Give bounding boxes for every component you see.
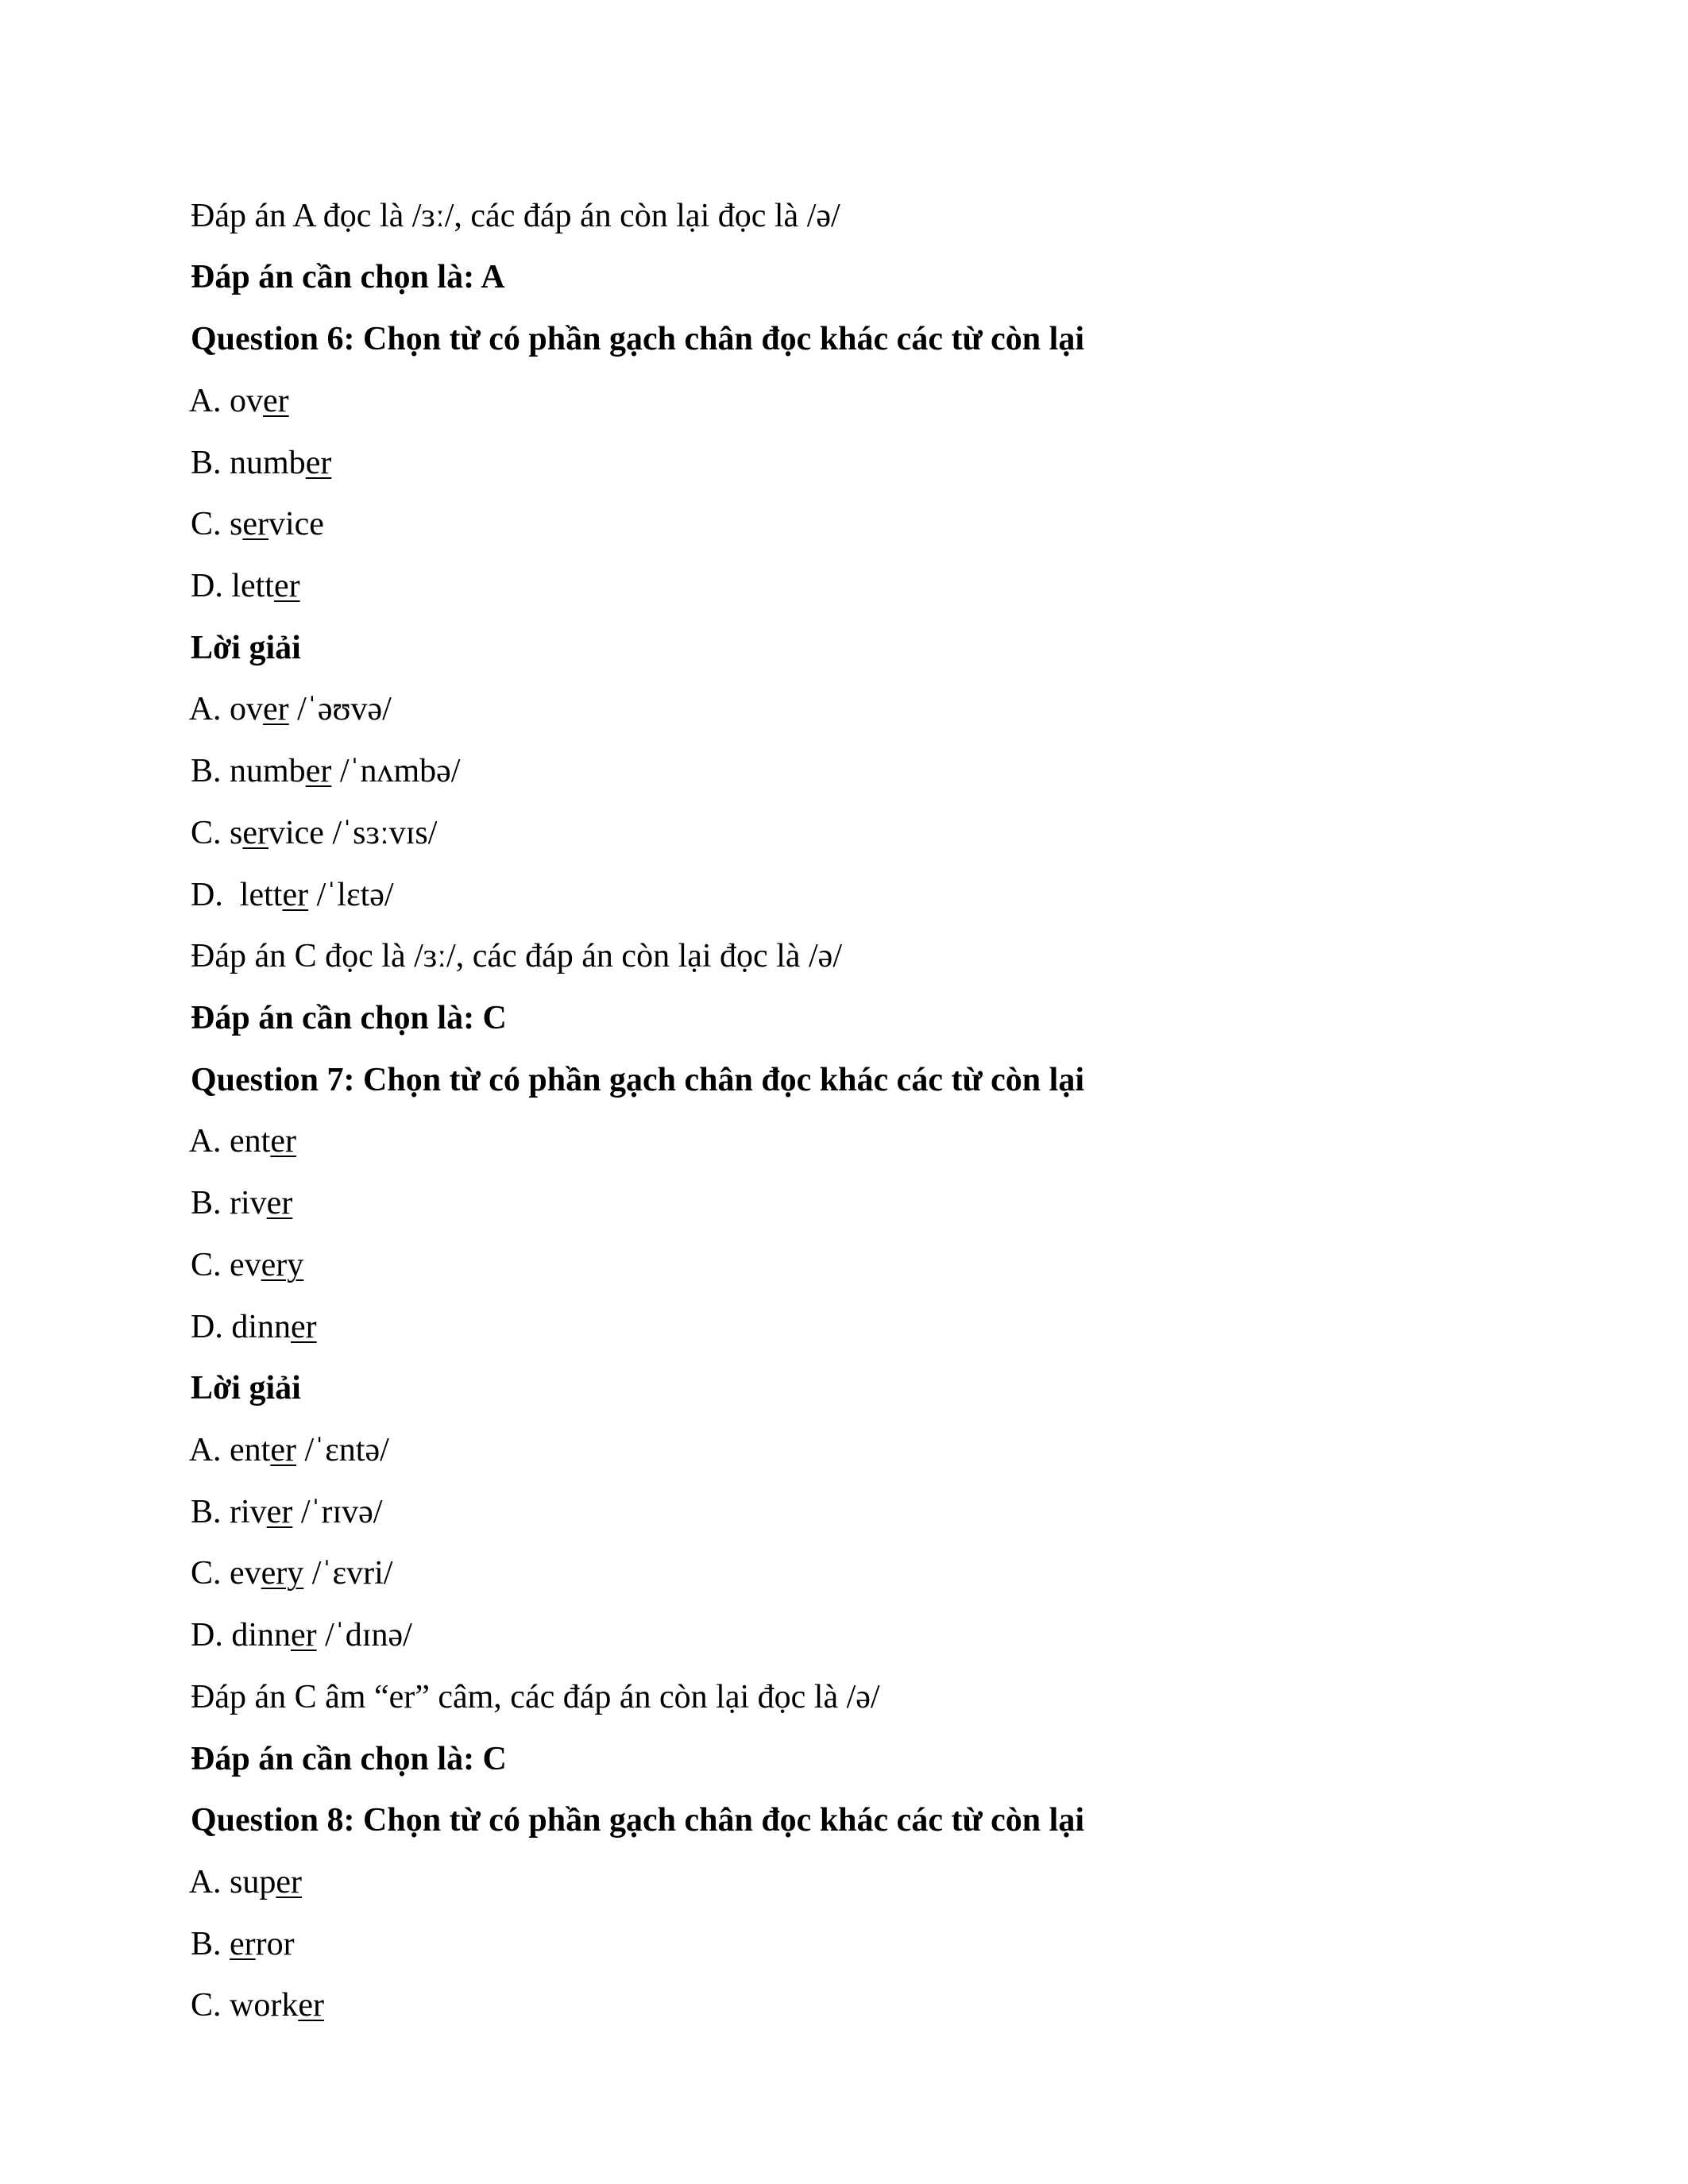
pronunciation: vice /ˈsɜːvɪs/ — [268, 815, 438, 851]
q8-option-c — [157, 1946, 324, 2065]
question-6-heading — [157, 280, 1084, 399]
underlined-part: er — [266, 1185, 293, 1221]
option-text: D. lett — [191, 877, 283, 913]
text: Đáp án C âm “er” câm, các đáp án còn lại đọc là /ə/ — [191, 1679, 880, 1715]
option-text: C. s — [191, 815, 243, 851]
option-text: D. dinn — [191, 1309, 291, 1345]
text: Question 6: Chọn từ có phần gạch chân đọc khác các từ còn lại — [191, 321, 1084, 357]
option-text: B. numb — [191, 445, 306, 481]
underlined-part: er — [266, 1494, 293, 1530]
option-text: B. — [191, 1926, 230, 1962]
option-text: B. numb — [191, 753, 306, 789]
pronunciation: /ˈlɛtə/ — [308, 877, 394, 913]
text: Lời giải — [191, 630, 301, 666]
option-text: D. dinn — [191, 1617, 291, 1653]
option-text: C. ev — [191, 1247, 261, 1283]
underlined-part: er — [305, 445, 332, 481]
pronunciation: /ˈɛntə/ — [295, 1432, 389, 1468]
pronunciation: /ˈəʊvə/ — [288, 691, 392, 727]
question-7-heading — [157, 1021, 1084, 1140]
text: Đáp án A đọc là /ɜː/, các đáp án còn lại đọc là /ə/ — [191, 198, 840, 234]
underlined-part: er — [282, 877, 309, 913]
underlined-part: er — [263, 383, 289, 419]
underlined-part: ery — [261, 1555, 304, 1592]
underlined-part: er — [263, 691, 289, 727]
underlined-part: er — [230, 1926, 256, 1962]
text: Đáp án C đọc là /ɜː/, các đáp án còn lại đọc là /ə/ — [191, 938, 842, 974]
pronunciation: /ˈnʌmbə/ — [331, 753, 461, 789]
option-text: A. sup — [188, 1864, 276, 1900]
text: Question 8: Chọn từ có phần gạch chân đọc khác các từ còn lại — [191, 1802, 1084, 1839]
underlined-part: er — [242, 506, 268, 542]
text: Question 7: Chọn từ có phần gạch chân đọc khác các từ còn lại — [191, 1062, 1084, 1098]
underlined-part: er — [270, 1432, 296, 1468]
option-text: B. riv — [191, 1494, 267, 1530]
underlined-part: er — [298, 1987, 324, 2024]
underlined-part: er — [305, 753, 332, 789]
pronunciation: /ˈdɪnə/ — [316, 1617, 412, 1653]
text: Lời giải — [191, 1370, 301, 1406]
option-text: A. ent — [188, 1432, 271, 1468]
option-text: A. ov — [188, 383, 264, 419]
underlined-part: er — [291, 1309, 317, 1345]
underlined-part: er — [291, 1617, 317, 1653]
underlined-part: ery — [261, 1247, 304, 1283]
option-text-rest: ror — [255, 1926, 295, 1962]
underlined-part: er — [242, 815, 268, 851]
pronunciation: /ˈɛvri/ — [303, 1555, 393, 1592]
text: Đáp án cần chọn là: C — [191, 1741, 507, 1777]
option-text: C. ev — [191, 1555, 261, 1592]
underlined-part: er — [276, 1864, 303, 1900]
option-text: A. ent — [188, 1123, 271, 1160]
text: Đáp án cần chọn là: C — [191, 1000, 507, 1036]
option-text: D. lett — [191, 568, 274, 604]
option-text-rest: vice — [268, 506, 324, 542]
text: Đáp án cần chọn là: A — [191, 259, 505, 295]
option-text: C. work — [191, 1987, 299, 2024]
underlined-part: er — [270, 1123, 296, 1160]
underlined-part: er — [273, 568, 300, 604]
option-text: B. riv — [191, 1185, 267, 1221]
option-text: C. s — [191, 506, 243, 542]
pronunciation: /ˈrɪvə/ — [292, 1494, 383, 1530]
option-text: A. ov — [188, 691, 264, 727]
